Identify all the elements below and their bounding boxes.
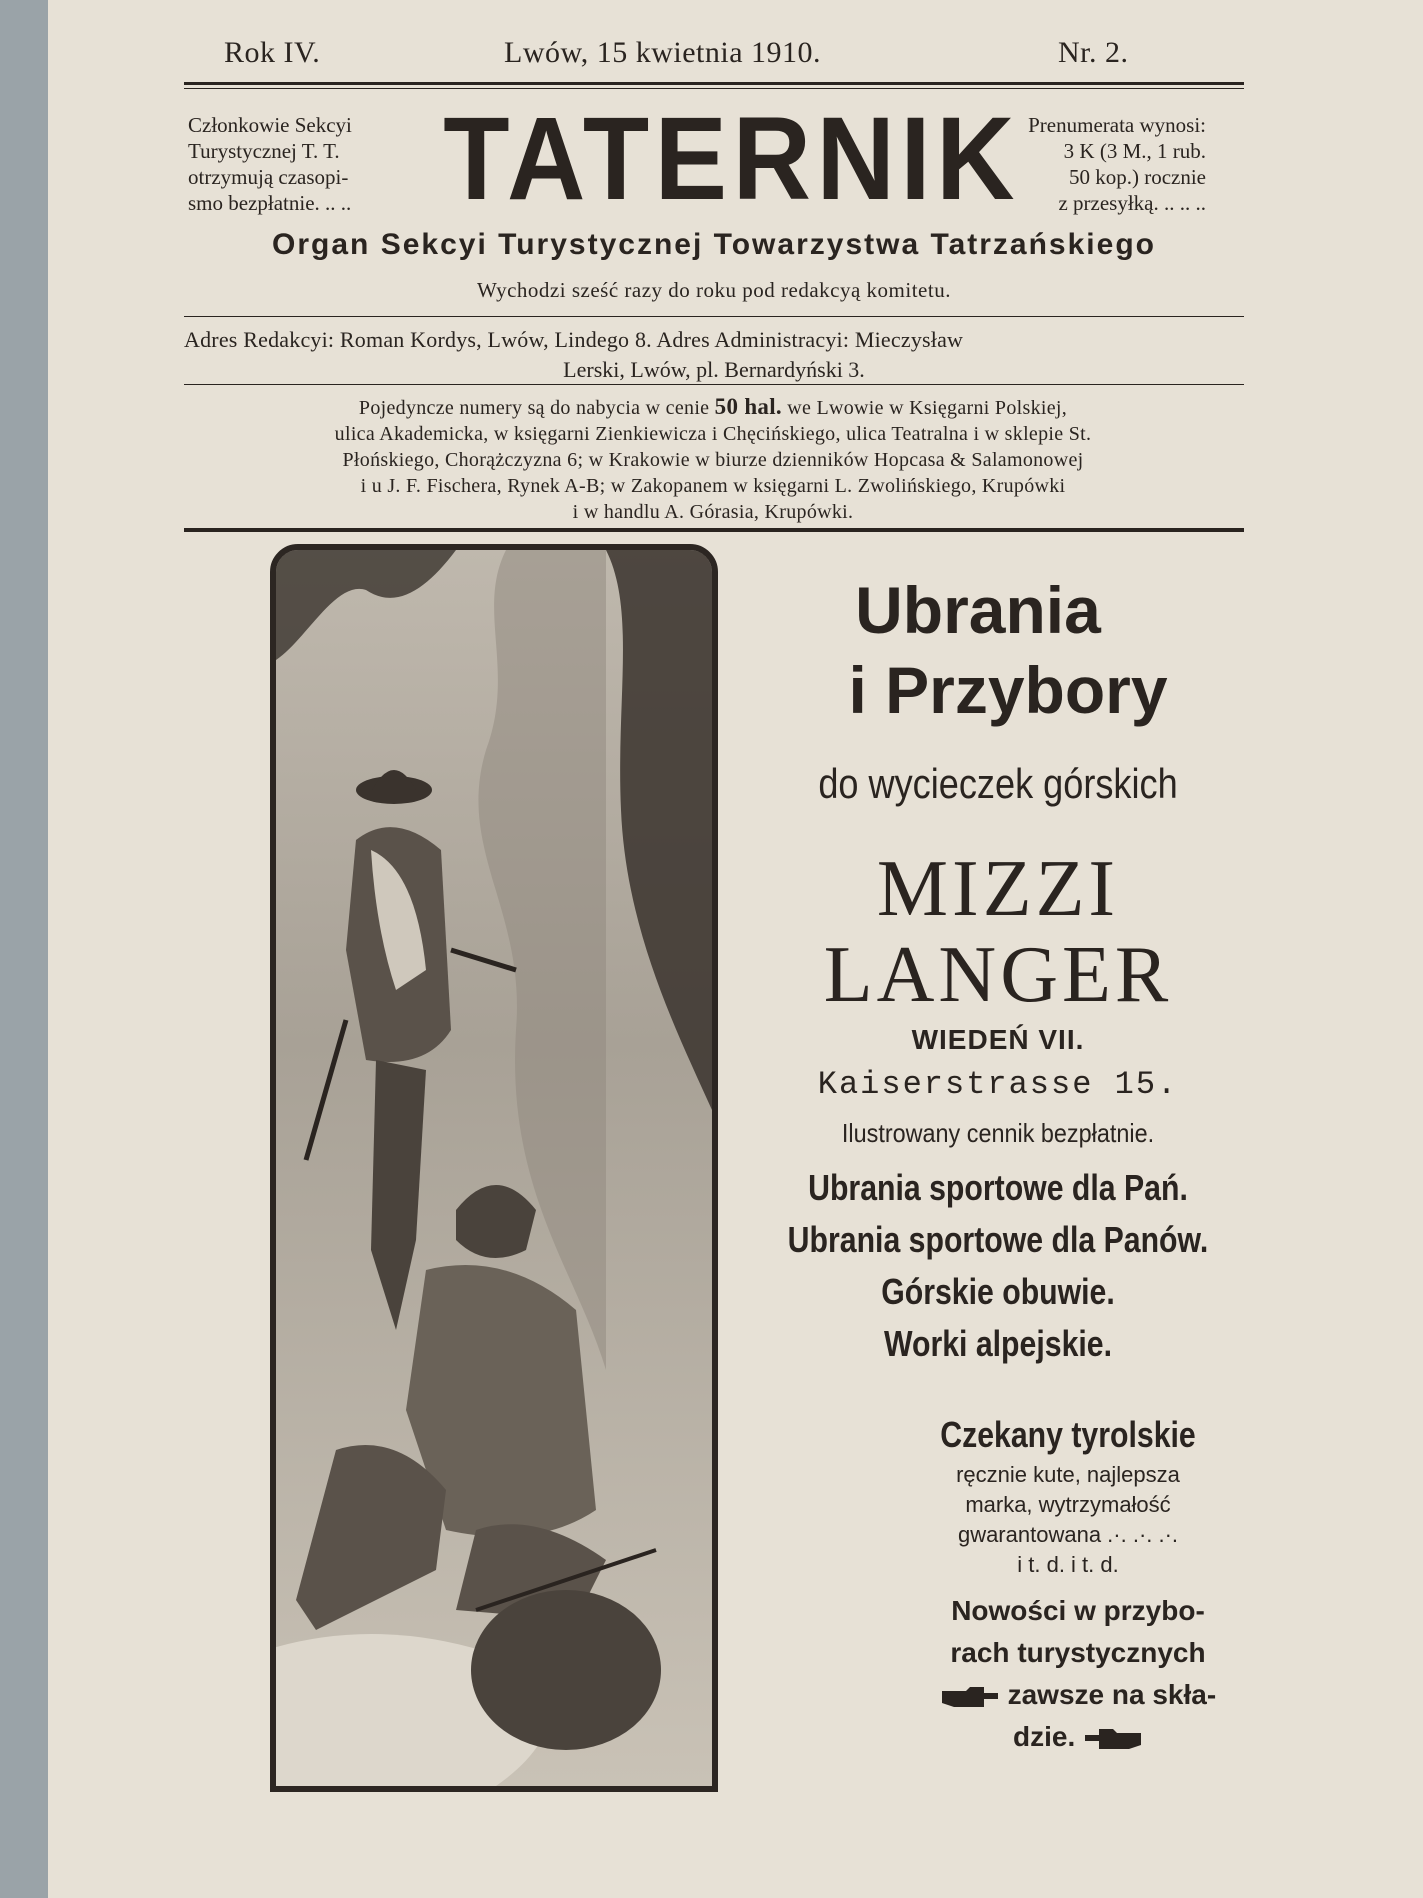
notice-line: ulica Akademicka, w księgarni Zienkiewicza i Chęcińskiego, ulica Teatralna i w sklepie St. (334, 423, 1092, 445)
subscription-note-line: z przesyłką. .. .. .. (1058, 191, 1206, 215)
place-date: Lwów, 15 kwietnia 1910. (504, 36, 822, 69)
ad-headline-line: Ubrania (855, 573, 1101, 647)
members-note-line: otrzymują czasopi- (188, 165, 349, 189)
ad-item: Górskie obuwie. (881, 1271, 1115, 1312)
climbers-illustration (270, 544, 718, 1792)
members-note-line: Członkowie Sekcyi (188, 113, 352, 137)
ad-news-line: Nowości w przybo- (951, 1595, 1205, 1626)
ad-axes-desc-line: i t. d. i t. d. (1017, 1552, 1119, 1577)
ad-news-line (908, 1716, 1248, 1758)
pointing-hand-left-icon (1083, 1727, 1143, 1751)
ad-item: Worki alpejskie. (883, 1323, 1113, 1364)
ad-brand-line: MIZZI (876, 845, 1120, 933)
ad-axes-desc (908, 1460, 1228, 1580)
ad-headline-line: i Przybory (848, 653, 1168, 727)
address-line: Lerski, Lwów, pl. Bernardyński 3. (563, 357, 865, 382)
ad-axes-desc-line: ręcznie kute, najlepsza (956, 1462, 1180, 1487)
climbers-drawing (276, 550, 712, 1786)
ad-news (908, 1590, 1248, 1758)
ad-city: WIEDEŃ VII. (911, 1024, 1085, 1055)
ad-street: Kaiserstrasse 15. (817, 1066, 1179, 1103)
address-line: Adres Redakcyi: Roman Kordys, Lwów, Lindego 8. Adres Administracyi: Mieczysław (184, 327, 964, 352)
issue-number: Nr. 2. (1058, 36, 1129, 69)
volume-label: Rok IV. (224, 36, 321, 69)
magazine-page (48, 0, 1423, 1898)
subscription-note-line: Prenumerata wynosi: (1028, 113, 1206, 137)
rule-top (184, 82, 1244, 85)
subscription-note-line: 3 K (3 M., 1 rub. (1063, 139, 1206, 163)
ad-news-line (908, 1674, 1248, 1716)
rule-bottom (184, 528, 1244, 532)
rule-top-thin (184, 88, 1244, 89)
ad-news-text: zawsze na skła- (1007, 1679, 1217, 1710)
ad-item: Ubrania sportowe dla Pań. (808, 1167, 1188, 1208)
ad-headline (728, 570, 1228, 730)
rule-notice (184, 384, 1244, 385)
rule-mid (184, 316, 1244, 317)
notice-line: i w handlu A. Górasia, Krupówki. (572, 501, 854, 523)
pointing-hand-right-icon (940, 1685, 1000, 1709)
ad-items (771, 1162, 1225, 1370)
ad-axes-desc-line: gwarantowana .·. .·. .·. (957, 1522, 1179, 1547)
notice-line (208, 394, 1218, 421)
notice-text: Pojedyncze numery są do nabycia w cenie (358, 397, 710, 419)
ad-brand (728, 846, 1268, 1018)
members-note (188, 112, 408, 216)
address-block (184, 325, 1244, 385)
ad-catalog: Ilustrowany cennik bezpłatnie. (841, 1118, 1155, 1148)
notice-line: Płońskiego, Chorążczyzna 6; w Krakowie w biurze dzienników Hopcasa & Salamonowej (342, 449, 1084, 471)
ad-axes-desc-line: marka, wytrzymałość (965, 1492, 1171, 1517)
notice-text: we Lwowie w Księgarni Polskiej, (787, 397, 1068, 419)
organ-subtitle: Organ Sekcyi Turystycznej Towarzystwa Tatrzańskiego (272, 228, 1156, 261)
subscription-note (970, 112, 1206, 216)
notice-line: i u J. F. Fischera, Rynek A-B; w Zakopanem w księgarni L. Zwolińskiego, Krupówki (360, 475, 1066, 497)
members-note-line: Turystycznej T. T. (188, 139, 340, 163)
sales-notice (208, 394, 1218, 525)
subscription-note-line: 50 kop.) rocznie (1068, 165, 1206, 189)
masthead-title: TATERNIK (443, 93, 1021, 225)
ad-subhead: do wycieczek górskich (818, 760, 1178, 807)
ad-brand-line: LANGER (823, 931, 1173, 1019)
ad-news-line: rach turystycznych (950, 1637, 1206, 1668)
ad-news-text: dzie. (1012, 1721, 1076, 1752)
price: 50 hal. (714, 394, 782, 419)
ad-axes-title: Czekany tyrolskie (940, 1414, 1196, 1455)
ad-item: Ubrania sportowe dla Panów. (787, 1219, 1209, 1260)
frequency-line: Wychodzi sześć razy do roku pod redakcyą komitetu. (477, 278, 951, 302)
members-note-line: smo bezpłatnie. .. .. (188, 191, 352, 215)
